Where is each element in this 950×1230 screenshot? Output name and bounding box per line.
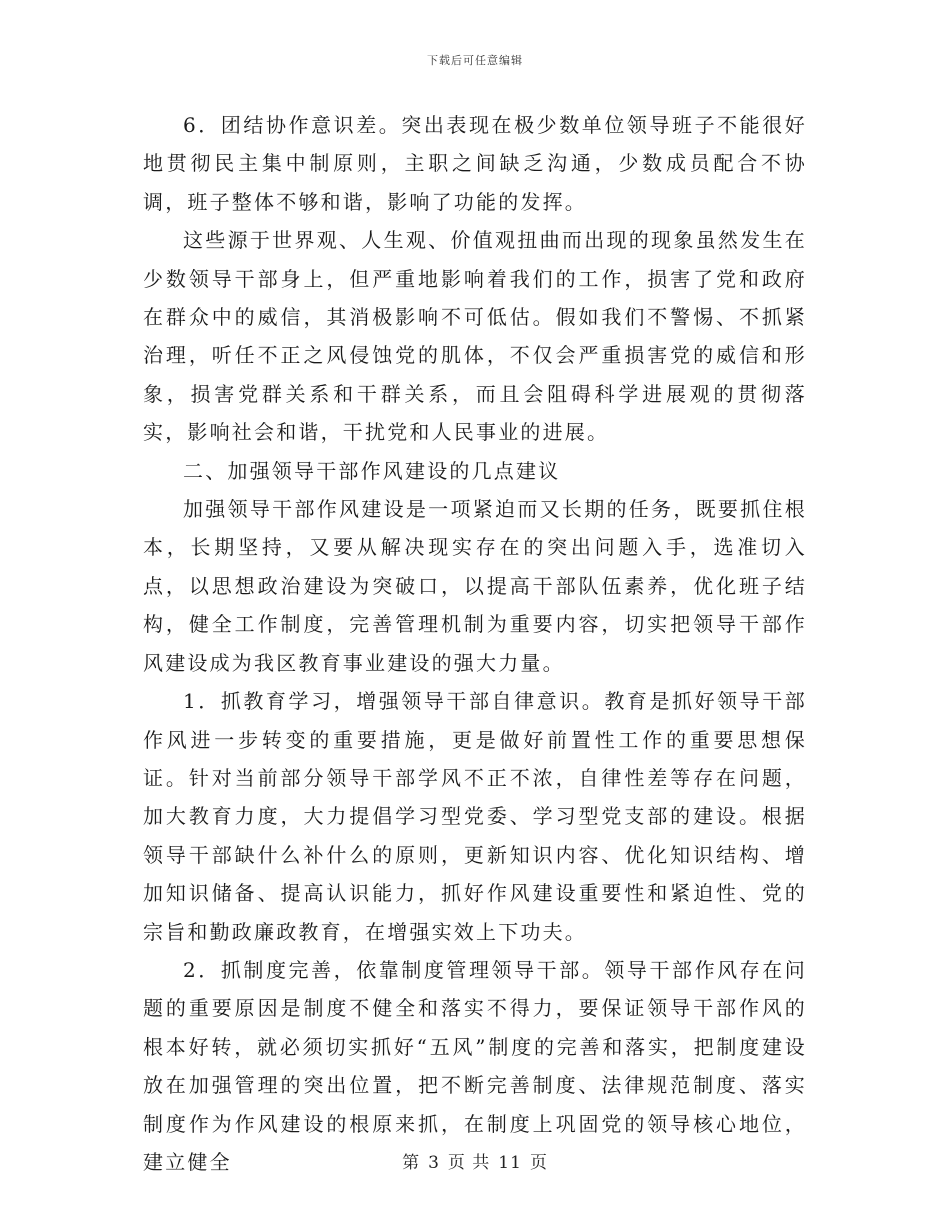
paragraph-teamwork: 6．团结协作意识差。突出表现在极少数单位领导班子不能很好地贯彻民主集中制原则，主职之间缺乏沟通，少数成员配合不协调，班子整体不够和谐，影响了功能的发挥。: [143, 113, 807, 214]
page-header-note: 下载后可任意编辑: [427, 54, 523, 67]
page-footer: [0, 1148, 950, 1173]
paragraph-impact: 这些源于世界观、人生观、价值观扭曲而出现的现象虽然发生在少数领导干部身上，但严重地影响着我们的工作，损害了党和政府在群众中的威信，其消极影响不可低估。假如我们不警惕、不抓紧治理，听任不正之风侵蚀党的肌体，不仅会严重损害党的威信和形象，损害党群关系和干群关系，而且会阻碍科学进展观的贯彻落实，影响社会和谐，干扰党和人民事业的进展。: [143, 228, 807, 445]
footer-suffix: 页: [529, 1153, 548, 1173]
document-body: [143, 106, 807, 1181]
paragraph-education: 1．抓教育学习，增强领导干部自律意识。教育是抓好领导干部作风进一步转变的重要措施，更是做好前置性工作的重要思想保证。针对当前部分领导干部学风不正不浓，自律性差等存在问题，加大教育力度，大力提倡学习型党委、学习型党支部的建设。根据领导干部缺什么补什么的原则，更新知识内容、优化知识结构、增加知识储备、提高认识能力，抓好作风建设重要性和紧迫性、党的宗旨和勤政廉政教育，在增强实效上下功夫。: [143, 689, 807, 944]
paragraph-system: 2．抓制度完善，依靠制度管理领导干部。领导干部作风存在问题的重要原因是制度不健全和落实不得力，要保证领导干部作风的根本好转，就必须切实抓好“五风”制度的完善和落实，把制度建设放在加强管理的突出位置，把不断完善制度、法律规范制度、落实制度作为作风建设的根原来抓，在制度上巩固党的领导核心地位，建立健全: [143, 957, 807, 1174]
footer-prefix: 第: [402, 1153, 421, 1173]
paragraph-suggestions-intro: 加强领导干部作风建设是一项紧迫而又长期的任务，既要抓住根本，长期坚持，又要从解决现实存在的突出问题入手，选准切入点，以思想政治建设为突破口，以提高干部队伍素养，优化班子结构，健全工作制度，完善管理机制为重要内容，切实把领导干部作风建设成为我区教育事业建设的强大力量。: [143, 497, 807, 675]
section-heading-suggestions: 二、加强领导干部作风建设的几点建议: [183, 458, 561, 483]
footer-page-number: 3: [428, 1153, 440, 1173]
footer-total-pages: 11: [498, 1153, 522, 1173]
footer-middle: 页 共: [447, 1153, 491, 1173]
